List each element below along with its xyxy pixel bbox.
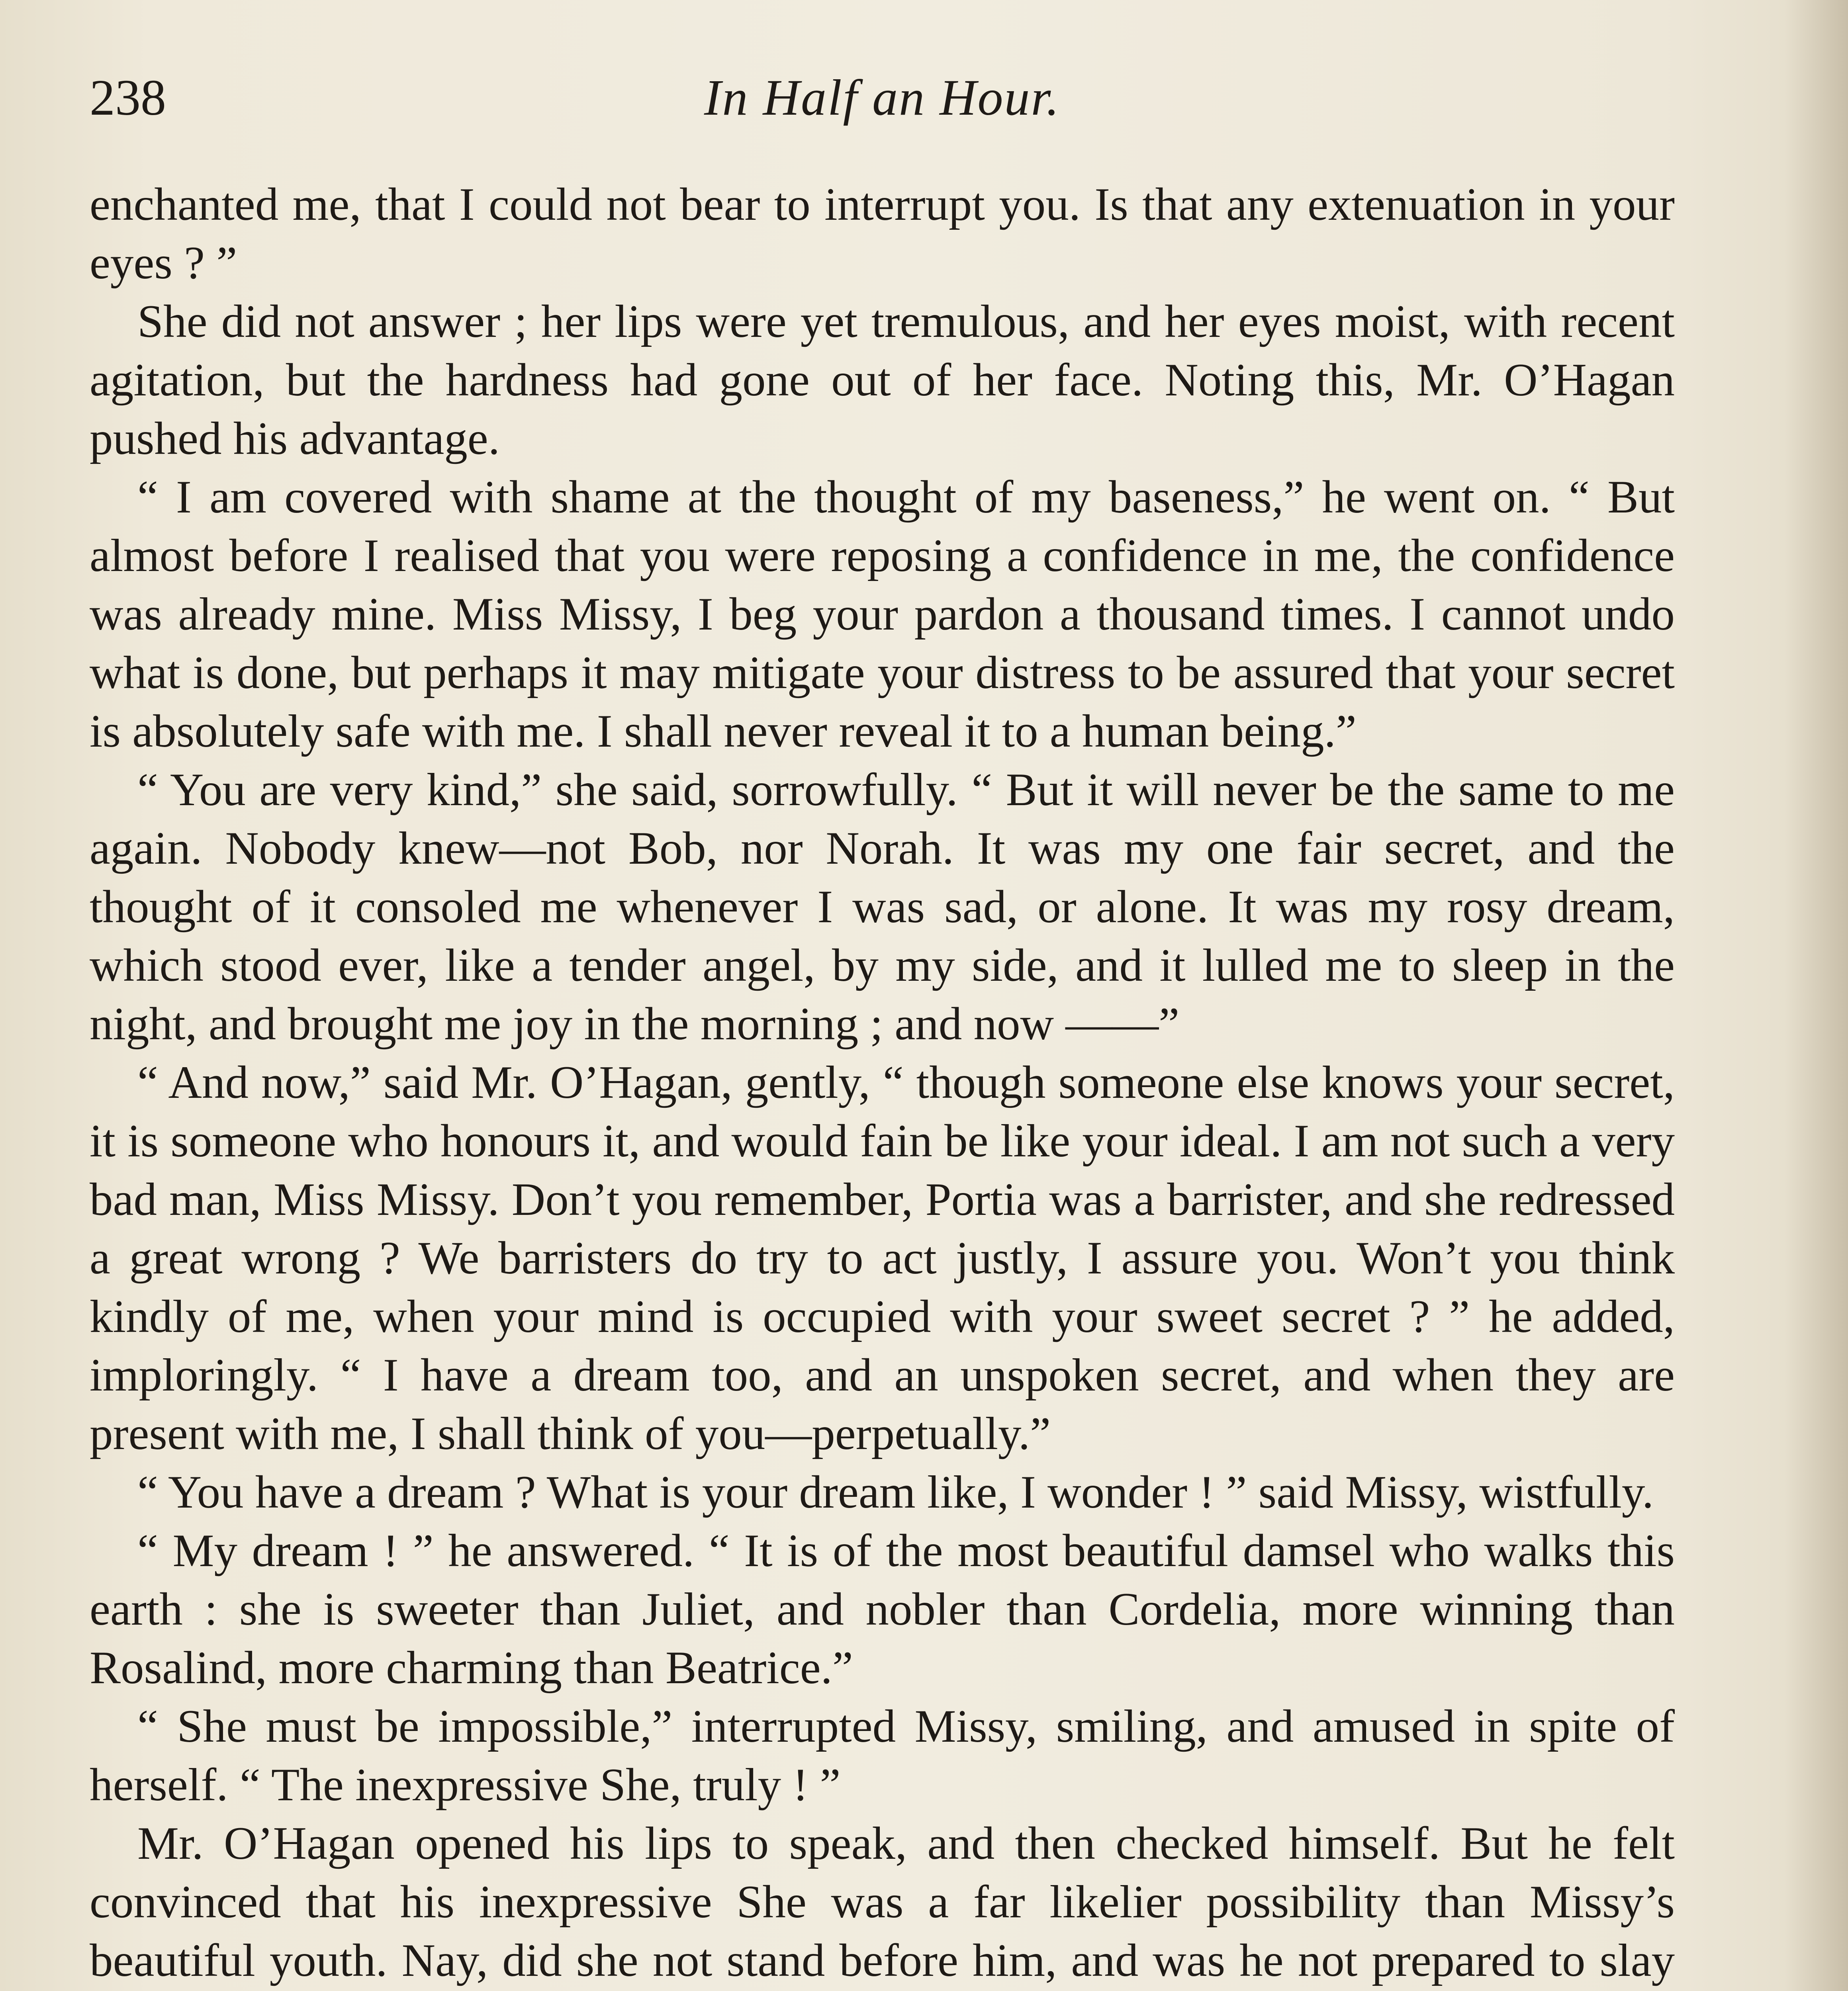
paragraph: “ My dream ! ” he answered. “ It is of the most beautiful damsel who walks this earth : she is sweeter than Juliet, and nobler than Cordelia, more winning than Rosalind, more charming than Beatrice.”	[90, 1525, 1675, 1694]
paragraph: enchanted me, that I could not bear to interrupt you. Is that any extenuation in your eyes ? ”	[90, 179, 1675, 289]
paragraph: “ You have a dream ? What is your dream like, I wonder ! ” said Missy, wistfully.	[137, 1467, 1654, 1518]
running-title: In Half an Hour.	[704, 69, 1061, 126]
paragraph: “ I am covered with shame at the thought of my baseness,” he went on. “ But almost before I realised that you were reposing a confidence in me, the confidence was already mine. Miss Missy, I beg your pardon a thousand times. I cannot undo what is done, but perhaps it may mitigate your distress to be assured that your secret is absolutely safe with me. I shall never reveal it to a human being.”	[90, 471, 1675, 757]
paragraph: Mr. O’Hagan opened his lips to speak, and then checked himself. But he felt convinced that his inexpressive She was a far likelier possibility than Missy’s beautiful youth. Nay, did she not stand before him, and was he not prepared to slay	[90, 1818, 1675, 1986]
paragraph: “ And now,” said Mr. O’Hagan, gently, “ though someone else knows your secret, it is someone who honours it, and would fain be like your ideal. I am not such a very bad man, Miss Missy. Don’t you remember, Portia was a barrister, and she redressed a great wrong ? We barristers do try to act justly, I assure you. Won’t you think kindly of me, when your mind is occupied with your sweet secret ? ” he added, imploringly. “ I have a dream too, and an unspoken secret, and when they are present with me, I shall think of you—perpetually.”	[90, 1057, 1675, 1459]
paragraph: She did not answer ; her lips were yet tremulous, and her eyes moist, with recent agitation, but the hardness had gone out of her face. Noting this, Mr. O’Hagan pushed his advantage.	[90, 296, 1675, 464]
body-text	[90, 175, 1675, 1991]
paragraph: “ She must be impossible,” interrupted Missy, smiling, and amused in spite of herself. “ The inexpressive She, truly ! ”	[90, 1701, 1675, 1811]
paragraph: “ You are very kind,” she said, sorrowfully. “ But it will never be the same to me again. Nobody knew—not Bob, nor Norah. It was my one fair secret, and the thought of it consoled me whenever I was sad, or alone. It was my rosy dream, which stood ever, like a tender angel, by my side, and it lulled me to sleep in the night, and brought me joy in the morning ; and now ——”	[90, 764, 1675, 1050]
page-number: 238	[90, 69, 166, 126]
page-header	[90, 68, 1675, 127]
page-edge-shadow	[1784, 0, 1848, 1991]
